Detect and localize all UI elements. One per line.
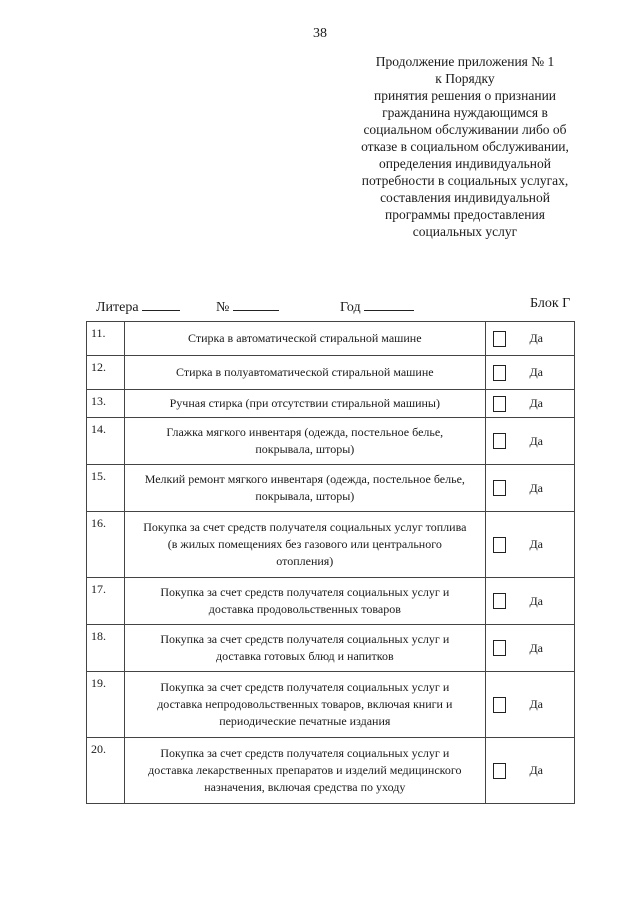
checkbox-icon[interactable]: [493, 480, 506, 496]
answer-label: Да: [529, 593, 544, 608]
table-row: [87, 738, 575, 804]
service-description: [125, 512, 485, 578]
table-row: [87, 578, 575, 625]
service-description: [125, 578, 485, 625]
description-line: Стирка в полуавтоматической стиральной машине: [176, 365, 434, 379]
header-line: программы предоставления: [385, 207, 545, 222]
litera-field: [96, 296, 180, 316]
header-line: отказе в социальном обслуживании,: [361, 139, 569, 154]
year-blank[interactable]: [364, 296, 414, 311]
checkbox-icon[interactable]: [493, 763, 506, 779]
header-line: составления индивидуальной: [380, 190, 550, 205]
answer-cell: [485, 390, 575, 418]
description-line: доставка продовольственных товаров: [208, 602, 401, 616]
page-number: 38: [313, 26, 327, 41]
row-number: 15.: [87, 465, 125, 512]
checkbox-icon[interactable]: [493, 640, 506, 656]
answer-cell: [485, 465, 575, 512]
answer-label: Да: [529, 640, 544, 655]
table-row: [87, 625, 575, 672]
block-label: Блок Г: [530, 296, 571, 311]
row-number: 11.: [87, 322, 125, 356]
answer-label: Да: [529, 697, 544, 711]
services-table: [86, 321, 575, 804]
table-row: [87, 390, 575, 418]
checkbox-icon[interactable]: [493, 593, 506, 609]
answer-option: [486, 640, 575, 657]
answer-option: [486, 364, 575, 381]
service-description: [125, 465, 485, 512]
row-number: 16.: [87, 512, 125, 578]
answer-option: [486, 433, 575, 450]
description-line: Глажка мягкого инвентаря (одежда, постельное белье,: [166, 425, 444, 439]
answer-option: [486, 536, 575, 553]
description-line: Покупка за счет средств получателя социальных услуг и: [160, 632, 450, 646]
service-description: [125, 418, 485, 465]
answer-cell: [485, 738, 575, 804]
header-line: социальном обслуживании либо об: [363, 122, 567, 137]
number-label: №: [216, 300, 230, 315]
answer-option: [486, 696, 575, 713]
appendix-header: [340, 53, 590, 240]
description-line: доставка лекарственных препаратов и изделий медицинского: [148, 763, 462, 777]
checkbox-icon[interactable]: [493, 697, 506, 713]
service-description: [125, 738, 485, 804]
description-line: покрывала, шторы): [255, 489, 355, 503]
header-line: определения индивидуальной: [379, 156, 551, 171]
header-line: принятия решения о признании: [373, 88, 557, 103]
header-line: Продолжение приложения № 1: [375, 54, 555, 69]
record-fields: [96, 296, 576, 316]
table-row: [87, 356, 575, 390]
answer-cell: [485, 672, 575, 738]
header-line: социальных услуг: [412, 224, 518, 239]
answer-option: [486, 480, 575, 497]
header-line: к Порядку: [435, 71, 495, 86]
number-blank[interactable]: [233, 296, 279, 311]
litera-label: Литера: [96, 300, 139, 315]
row-number: 19.: [87, 672, 125, 738]
answer-label: Да: [529, 537, 544, 551]
year-field: [340, 296, 414, 316]
service-description: [125, 672, 485, 738]
row-number: 13.: [87, 390, 125, 418]
description-line: назначения, включая средства по уходу: [204, 780, 406, 794]
table-row: [87, 418, 575, 465]
service-description: [125, 356, 485, 390]
table-row: [87, 322, 575, 356]
year-label: Год: [340, 300, 361, 315]
answer-cell: [485, 625, 575, 672]
row-number: 20.: [87, 738, 125, 804]
description-line: доставка непродовольственных товаров, включая книги и: [157, 697, 453, 711]
description-line: (в жилых помещениях без газового или центрального: [167, 537, 442, 551]
service-description: [125, 625, 485, 672]
answer-cell: [485, 578, 575, 625]
description-line: Покупка за счет средств получателя социальных услуг и: [160, 585, 450, 599]
answer-option: [486, 395, 575, 412]
answer-option: [486, 762, 575, 779]
answer-option: [486, 593, 575, 610]
answer-label: Да: [529, 365, 544, 379]
table-row: [87, 465, 575, 512]
description-line: Покупка за счет средств получателя социальных услуг и: [160, 746, 450, 760]
description-line: Покупка за счет средств получателя социальных услуг и: [160, 680, 450, 694]
row-number: 14.: [87, 418, 125, 465]
description-line: Покупка за счет средств получателя социальных услуг топлива: [143, 520, 467, 534]
description-line: Ручная стирка (при отсутствии стиральной машины): [169, 396, 440, 410]
checkbox-icon[interactable]: [493, 396, 506, 412]
service-description: [125, 322, 485, 356]
checkbox-icon[interactable]: [493, 331, 506, 347]
description-line: Стирка в автоматической стиральной машине: [188, 331, 422, 345]
description-line: доставка готовых блюд и напитков: [216, 649, 394, 663]
checkbox-icon[interactable]: [493, 537, 506, 553]
answer-cell: [485, 418, 575, 465]
answer-label: Да: [529, 480, 544, 495]
answer-cell: [485, 512, 575, 578]
row-number: 17.: [87, 578, 125, 625]
answer-label: Да: [529, 433, 544, 448]
row-number: 12.: [87, 356, 125, 390]
table-row: [87, 512, 575, 578]
header-line: потребности в социальных услугах,: [361, 173, 569, 188]
answer-label: Да: [529, 331, 544, 345]
description-line: Мелкий ремонт мягкого инвентаря (одежда, постельное белье,: [144, 472, 465, 486]
table-row: [87, 672, 575, 738]
description-line: периодические печатные издания: [219, 714, 391, 728]
service-description: [125, 390, 485, 418]
row-number: 18.: [87, 625, 125, 672]
answer-label: Да: [529, 763, 544, 777]
answer-label: Да: [529, 396, 544, 410]
checkbox-icon[interactable]: [493, 365, 506, 381]
answer-cell: [485, 356, 575, 390]
description-line: отопления): [276, 554, 334, 568]
litera-blank[interactable]: [142, 296, 180, 311]
checkbox-icon[interactable]: [493, 433, 506, 449]
header-line: гражданина нуждающимся в: [382, 105, 548, 120]
answer-cell: [485, 322, 575, 356]
answer-option: [486, 330, 575, 347]
description-line: покрывала, шторы): [255, 442, 355, 456]
number-field: [216, 296, 279, 316]
